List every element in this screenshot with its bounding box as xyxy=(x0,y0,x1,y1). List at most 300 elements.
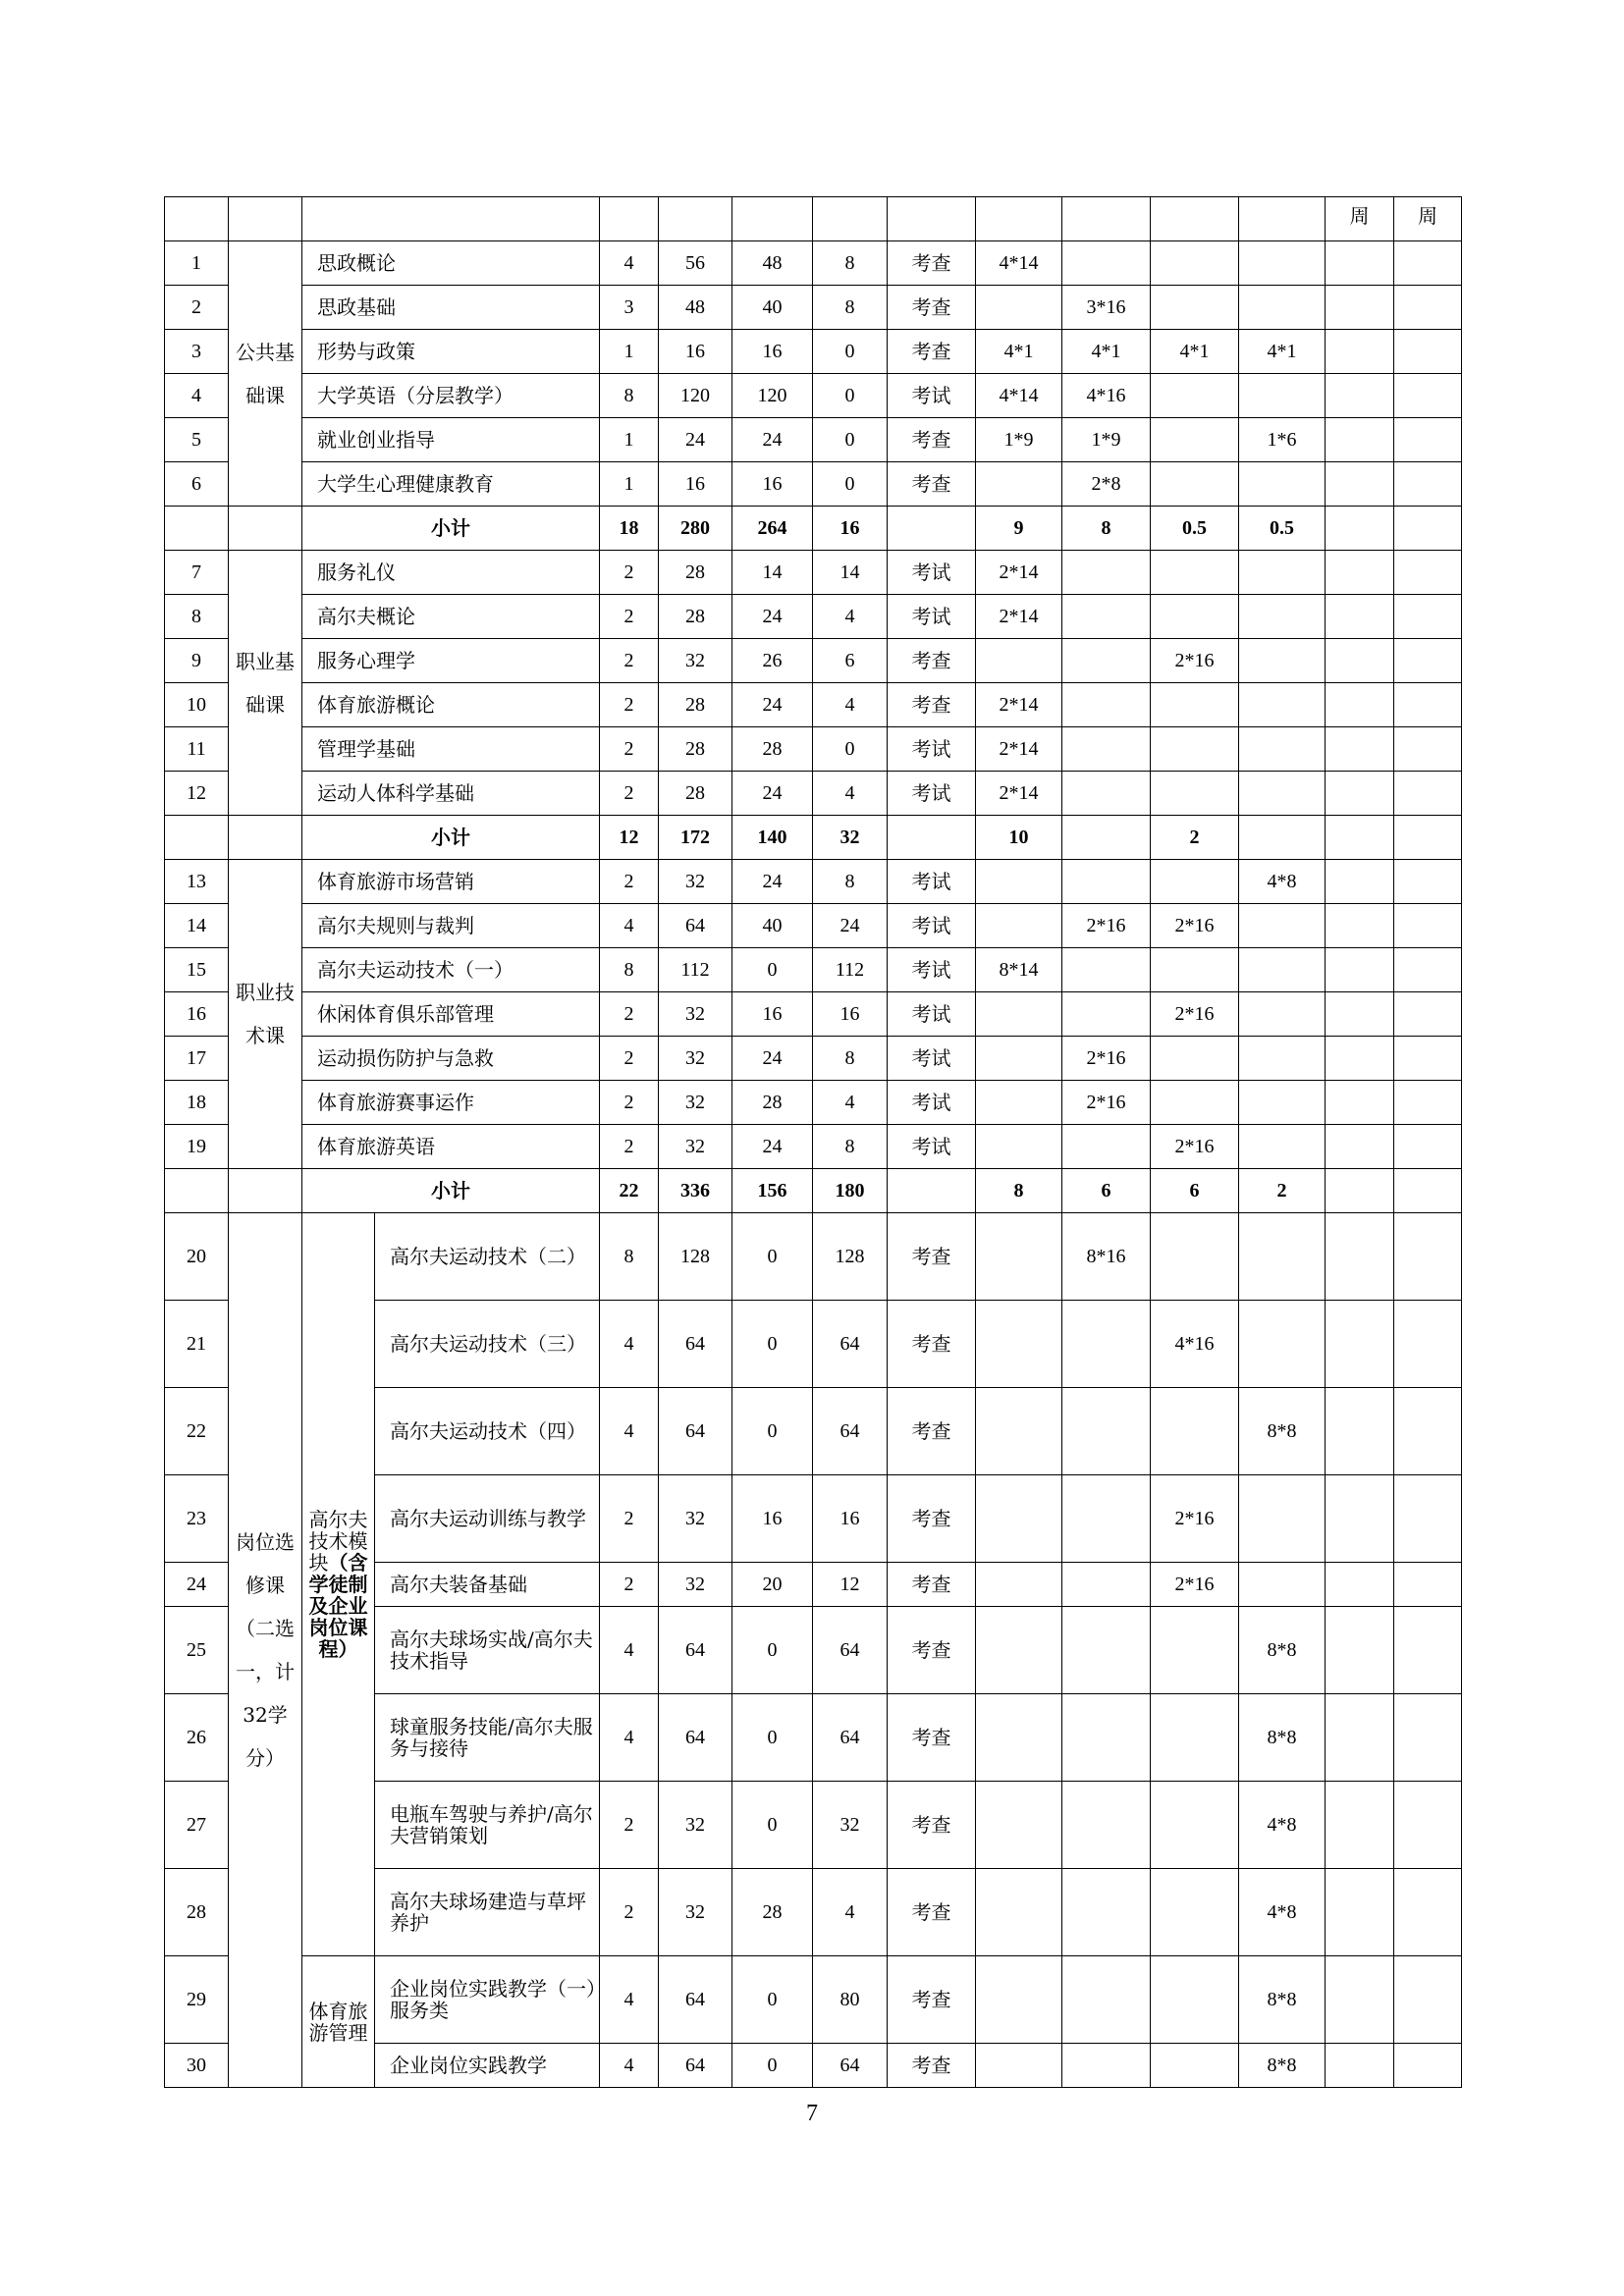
course-name: 高尔夫运动技术（四） xyxy=(375,1388,600,1475)
row-number: 6 xyxy=(165,462,229,507)
row-number: 29 xyxy=(165,1956,229,2044)
exam-type: 考试 xyxy=(888,1081,976,1125)
page-number: 7 xyxy=(806,2101,818,2126)
course-name: 高尔夫球场实战/高尔夫技术指导 xyxy=(375,1607,600,1694)
course-total: 32 xyxy=(659,1037,732,1081)
course-theory: 0 xyxy=(732,1694,813,1782)
course-total: 32 xyxy=(659,1869,732,1956)
course-total: 112 xyxy=(659,948,732,992)
module-golf-title: 高尔夫技术模块 xyxy=(308,1508,368,1575)
course-theory: 28 xyxy=(732,1869,813,1956)
semester-hours: 8*8 xyxy=(1239,1956,1326,2044)
semester-hours xyxy=(1062,772,1151,816)
course-theory: 24 xyxy=(732,772,813,816)
course-credit: 2 xyxy=(600,1475,659,1563)
semester-hours xyxy=(1151,948,1239,992)
course-total: 28 xyxy=(659,727,732,772)
semester-hours: 8*8 xyxy=(1239,1607,1326,1694)
course-practice: 12 xyxy=(813,1563,888,1607)
course-practice: 0 xyxy=(813,374,888,418)
semester-hours xyxy=(976,1694,1062,1782)
course-total: 32 xyxy=(659,1563,732,1607)
row-number: 13 xyxy=(165,860,229,904)
semester-hours xyxy=(1239,1563,1326,1607)
semester-hours xyxy=(1151,860,1239,904)
semester-hours xyxy=(1151,286,1239,330)
semester-hours xyxy=(1239,1213,1326,1301)
semester-hours xyxy=(976,1125,1062,1169)
course-total: 28 xyxy=(659,683,732,727)
subtotal-semester: 0.5 xyxy=(1151,507,1239,551)
semester-hours xyxy=(1239,1475,1326,1563)
semester-hours xyxy=(976,1563,1062,1607)
course-name: 就业创业指导 xyxy=(302,418,600,462)
exam-type: 考查 xyxy=(888,683,976,727)
course-theory: 40 xyxy=(732,286,813,330)
course-practice: 8 xyxy=(813,1037,888,1081)
exam-type: 考试 xyxy=(888,551,976,595)
course-theory: 16 xyxy=(732,330,813,374)
course-theory: 0 xyxy=(732,1213,813,1301)
course-credit: 2 xyxy=(600,992,659,1037)
course-name: 体育旅游概论 xyxy=(302,683,600,727)
course-credit: 2 xyxy=(600,1081,659,1125)
exam-type: 考查 xyxy=(888,241,976,286)
table-row xyxy=(165,1125,1462,1169)
course-total: 32 xyxy=(659,860,732,904)
row-number: 23 xyxy=(165,1475,229,1563)
course-theory: 0 xyxy=(732,1956,813,2044)
semester-hours xyxy=(1151,727,1239,772)
semester-hours xyxy=(976,1388,1062,1475)
semester-hours xyxy=(1062,1607,1151,1694)
course-credit: 8 xyxy=(600,948,659,992)
course-total: 28 xyxy=(659,595,732,639)
subtotal-label: 小计 xyxy=(302,507,600,551)
course-practice: 32 xyxy=(813,1782,888,1869)
course-total: 32 xyxy=(659,1475,732,1563)
course-name: 电瓶车驾驶与养护/高尔夫营销策划 xyxy=(375,1782,600,1869)
semester-hours: 2*16 xyxy=(1151,1563,1239,1607)
subtotal-semester xyxy=(1062,816,1151,860)
subtotal-row xyxy=(165,1169,1462,1213)
course-total: 32 xyxy=(659,1081,732,1125)
course-total: 64 xyxy=(659,904,732,948)
course-total: 28 xyxy=(659,551,732,595)
course-credit: 8 xyxy=(600,374,659,418)
semester-hours xyxy=(1151,418,1239,462)
course-practice: 4 xyxy=(813,1869,888,1956)
subtotal-credit: 18 xyxy=(600,507,659,551)
course-total: 32 xyxy=(659,1125,732,1169)
semester-hours: 4*1 xyxy=(1062,330,1151,374)
course-practice: 24 xyxy=(813,904,888,948)
semester-hours: 1*9 xyxy=(1062,418,1151,462)
course-total: 64 xyxy=(659,1956,732,2044)
semester-hours xyxy=(1239,1081,1326,1125)
course-name: 运动损伤防护与急救 xyxy=(302,1037,600,1081)
semester-hours xyxy=(1239,462,1326,507)
subtotal-semester: 2 xyxy=(1151,816,1239,860)
row-number: 14 xyxy=(165,904,229,948)
subtotal-total: 172 xyxy=(659,816,732,860)
semester-hours: 1*9 xyxy=(976,418,1062,462)
module-golf-note: （含学徒制及企业岗位课程） xyxy=(308,1551,368,1661)
semester-hours xyxy=(1239,286,1326,330)
semester-hours: 4*16 xyxy=(1151,1301,1239,1388)
course-practice: 64 xyxy=(813,1388,888,1475)
course-credit: 4 xyxy=(600,1956,659,2044)
semester-hours xyxy=(976,1475,1062,1563)
subtotal-semester: 0.5 xyxy=(1239,507,1326,551)
course-theory: 24 xyxy=(732,1037,813,1081)
course-theory: 20 xyxy=(732,1563,813,1607)
semester-hours xyxy=(1151,683,1239,727)
exam-type: 考查 xyxy=(888,418,976,462)
subtotal-semester: 10 xyxy=(976,816,1062,860)
header-row xyxy=(165,197,1462,241)
course-credit: 2 xyxy=(600,772,659,816)
exam-type: 考试 xyxy=(888,948,976,992)
table-row xyxy=(165,1956,1462,2044)
semester-hours: 8*14 xyxy=(976,948,1062,992)
semester-hours: 2*14 xyxy=(976,595,1062,639)
course-practice: 112 xyxy=(813,948,888,992)
subtotal-theory: 264 xyxy=(732,507,813,551)
semester-hours xyxy=(1151,1388,1239,1475)
table-row xyxy=(165,241,1462,286)
course-theory: 24 xyxy=(732,860,813,904)
course-practice: 8 xyxy=(813,241,888,286)
course-practice: 80 xyxy=(813,1956,888,2044)
semester-hours xyxy=(1062,683,1151,727)
subtotal-row xyxy=(165,816,1462,860)
course-practice: 8 xyxy=(813,860,888,904)
semester-hours: 4*1 xyxy=(976,330,1062,374)
table-row xyxy=(165,1081,1462,1125)
semester-hours: 4*1 xyxy=(1239,330,1326,374)
course-credit: 4 xyxy=(600,1607,659,1694)
semester-hours xyxy=(1062,948,1151,992)
course-name: 高尔夫运动技术（二） xyxy=(375,1213,600,1301)
row-number: 4 xyxy=(165,374,229,418)
semester-hours xyxy=(1151,551,1239,595)
course-credit: 2 xyxy=(600,1037,659,1081)
course-practice: 64 xyxy=(813,1301,888,1388)
course-theory: 28 xyxy=(732,727,813,772)
course-credit: 4 xyxy=(600,1301,659,1388)
subtotal-credit: 12 xyxy=(600,816,659,860)
course-practice: 4 xyxy=(813,683,888,727)
course-name: 大学生心理健康教育 xyxy=(302,462,600,507)
semester-hours xyxy=(1151,1956,1239,2044)
semester-hours xyxy=(1239,639,1326,683)
semester-hours xyxy=(1151,1694,1239,1782)
table-row xyxy=(165,1037,1462,1081)
semester-hours xyxy=(976,1782,1062,1869)
row-number: 5 xyxy=(165,418,229,462)
course-credit: 2 xyxy=(600,1125,659,1169)
semester-hours: 2*16 xyxy=(1151,1125,1239,1169)
row-number: 17 xyxy=(165,1037,229,1081)
subtotal-label: 小计 xyxy=(302,1169,600,1213)
semester-hours: 2*16 xyxy=(1151,639,1239,683)
semester-hours xyxy=(976,639,1062,683)
row-number: 15 xyxy=(165,948,229,992)
semester-hours: 1*6 xyxy=(1239,418,1326,462)
course-theory: 24 xyxy=(732,595,813,639)
course-name: 企业岗位实践教学 xyxy=(375,2044,600,2088)
course-name: 休闲体育俱乐部管理 xyxy=(302,992,600,1037)
row-number: 11 xyxy=(165,727,229,772)
semester-hours xyxy=(1151,462,1239,507)
subtotal-semester: 9 xyxy=(976,507,1062,551)
course-theory: 16 xyxy=(732,1475,813,1563)
course-practice: 64 xyxy=(813,1607,888,1694)
semester-hours: 4*14 xyxy=(976,241,1062,286)
semester-hours: 4*8 xyxy=(1239,1782,1326,1869)
semester-hours xyxy=(976,1869,1062,1956)
course-name: 形势与政策 xyxy=(302,330,600,374)
semester-hours xyxy=(1151,241,1239,286)
table-row xyxy=(165,374,1462,418)
course-total: 28 xyxy=(659,772,732,816)
semester-hours xyxy=(1062,1388,1151,1475)
row-number: 9 xyxy=(165,639,229,683)
semester-hours xyxy=(976,1037,1062,1081)
semester-hours xyxy=(1151,2044,1239,2088)
semester-hours xyxy=(976,860,1062,904)
course-credit: 8 xyxy=(600,1213,659,1301)
table-row xyxy=(165,772,1462,816)
semester-hours: 2*16 xyxy=(1151,904,1239,948)
semester-hours xyxy=(1062,860,1151,904)
semester-hours xyxy=(1062,727,1151,772)
course-name: 体育旅游英语 xyxy=(302,1125,600,1169)
semester-hours xyxy=(1062,241,1151,286)
course-practice: 0 xyxy=(813,330,888,374)
curriculum-table xyxy=(164,196,1462,2088)
exam-type: 考试 xyxy=(888,374,976,418)
semester-hours xyxy=(1151,1037,1239,1081)
subtotal-semester: 8 xyxy=(1062,507,1151,551)
row-number: 21 xyxy=(165,1301,229,1388)
course-name: 高尔夫概论 xyxy=(302,595,600,639)
course-theory: 26 xyxy=(732,639,813,683)
semester-hours: 2*14 xyxy=(976,727,1062,772)
exam-type: 考试 xyxy=(888,1125,976,1169)
row-number: 12 xyxy=(165,772,229,816)
course-theory: 0 xyxy=(732,2044,813,2088)
course-credit: 4 xyxy=(600,241,659,286)
table-row xyxy=(165,727,1462,772)
course-theory: 40 xyxy=(732,904,813,948)
row-number: 16 xyxy=(165,992,229,1037)
exam-type: 考查 xyxy=(888,1607,976,1694)
semester-hours xyxy=(976,1607,1062,1694)
semester-hours xyxy=(1062,1301,1151,1388)
course-credit: 2 xyxy=(600,595,659,639)
row-number: 26 xyxy=(165,1694,229,1782)
course-total: 16 xyxy=(659,330,732,374)
course-total: 48 xyxy=(659,286,732,330)
course-credit: 4 xyxy=(600,904,659,948)
course-practice: 4 xyxy=(813,772,888,816)
semester-hours xyxy=(1239,1125,1326,1169)
course-total: 16 xyxy=(659,462,732,507)
semester-hours: 2*14 xyxy=(976,683,1062,727)
semester-hours xyxy=(976,992,1062,1037)
course-theory: 0 xyxy=(732,1301,813,1388)
course-credit: 4 xyxy=(600,1694,659,1782)
semester-hours xyxy=(1239,992,1326,1037)
semester-hours xyxy=(1239,374,1326,418)
module-tourism-label: 体育旅游管理 xyxy=(302,1956,375,2088)
semester-hours xyxy=(1062,595,1151,639)
course-theory: 24 xyxy=(732,683,813,727)
semester-hours xyxy=(976,1301,1062,1388)
semester-hours xyxy=(1151,772,1239,816)
course-name: 服务心理学 xyxy=(302,639,600,683)
semester-hours xyxy=(1062,551,1151,595)
exam-type: 考查 xyxy=(888,286,976,330)
semester-hours: 2*16 xyxy=(1151,992,1239,1037)
exam-type: 考试 xyxy=(888,1037,976,1081)
row-number: 22 xyxy=(165,1388,229,1475)
semester-hours xyxy=(1239,683,1326,727)
semester-hours xyxy=(1062,639,1151,683)
table-row xyxy=(165,1213,1462,1301)
subtotal-theory: 140 xyxy=(732,816,813,860)
table-row xyxy=(165,330,1462,374)
course-name: 高尔夫运动训练与教学 xyxy=(375,1475,600,1563)
exam-type: 考查 xyxy=(888,1213,976,1301)
exam-type: 考试 xyxy=(888,595,976,639)
course-credit: 2 xyxy=(600,727,659,772)
semester-hours: 2*8 xyxy=(1062,462,1151,507)
course-theory: 0 xyxy=(732,1782,813,1869)
module-golf-label xyxy=(302,1213,375,1956)
course-name: 大学英语（分层教学） xyxy=(302,374,600,418)
row-number: 25 xyxy=(165,1607,229,1694)
table-row xyxy=(165,860,1462,904)
exam-type: 考查 xyxy=(888,1301,976,1388)
table-row xyxy=(165,639,1462,683)
subtotal-total: 280 xyxy=(659,507,732,551)
table-row xyxy=(165,595,1462,639)
subtotal-total: 336 xyxy=(659,1169,732,1213)
table-row xyxy=(165,683,1462,727)
row-number: 30 xyxy=(165,2044,229,2088)
semester-hours xyxy=(976,2044,1062,2088)
semester-hours: 3*16 xyxy=(1062,286,1151,330)
exam-type: 考查 xyxy=(888,1388,976,1475)
semester-hours xyxy=(1151,1213,1239,1301)
course-practice: 64 xyxy=(813,2044,888,2088)
semester-hours xyxy=(1239,904,1326,948)
exam-type: 考试 xyxy=(888,992,976,1037)
course-total: 128 xyxy=(659,1213,732,1301)
semester-hours xyxy=(1062,992,1151,1037)
course-theory: 0 xyxy=(732,1388,813,1475)
semester-hours xyxy=(1062,2044,1151,2088)
subtotal-semester: 2 xyxy=(1239,1169,1326,1213)
subtotal-semester: 6 xyxy=(1062,1169,1151,1213)
course-practice: 64 xyxy=(813,1694,888,1782)
group-label: 职业基础课 xyxy=(229,551,302,816)
semester-hours: 2*16 xyxy=(1062,1037,1151,1081)
semester-hours xyxy=(976,1956,1062,2044)
course-theory: 0 xyxy=(732,948,813,992)
exam-type: 考查 xyxy=(888,2044,976,2088)
course-name: 思政概论 xyxy=(302,241,600,286)
course-name: 高尔夫球场建造与草坪养护 xyxy=(375,1869,600,1956)
subtotal-credit: 22 xyxy=(600,1169,659,1213)
semester-hours: 8*8 xyxy=(1239,1388,1326,1475)
course-total: 32 xyxy=(659,1782,732,1869)
semester-hours xyxy=(976,462,1062,507)
semester-hours: 2*16 xyxy=(1151,1475,1239,1563)
semester-hours xyxy=(1151,1782,1239,1869)
course-credit: 2 xyxy=(600,551,659,595)
subtotal-label: 小计 xyxy=(302,816,600,860)
course-practice: 16 xyxy=(813,1475,888,1563)
semester-hours: 2*14 xyxy=(976,551,1062,595)
table-row xyxy=(165,551,1462,595)
semester-hours xyxy=(1062,1563,1151,1607)
course-credit: 2 xyxy=(600,1869,659,1956)
table-row xyxy=(165,462,1462,507)
row-number: 20 xyxy=(165,1213,229,1301)
subtotal-semester: 8 xyxy=(976,1169,1062,1213)
header-zhou-1: 周 xyxy=(1326,197,1394,241)
subtotal-theory: 156 xyxy=(732,1169,813,1213)
semester-hours xyxy=(1151,595,1239,639)
semester-hours xyxy=(1062,1956,1151,2044)
group-label: 岗位选修课（二选一，计32学分） xyxy=(229,1213,302,2088)
semester-hours xyxy=(1151,1081,1239,1125)
course-theory: 120 xyxy=(732,374,813,418)
semester-hours: 2*16 xyxy=(1062,904,1151,948)
course-total: 56 xyxy=(659,241,732,286)
course-credit: 2 xyxy=(600,639,659,683)
semester-hours xyxy=(976,1081,1062,1125)
semester-hours: 8*8 xyxy=(1239,2044,1326,2088)
semester-hours xyxy=(976,1213,1062,1301)
semester-hours: 4*14 xyxy=(976,374,1062,418)
course-name: 企业岗位实践教学（一）服务类 xyxy=(375,1956,600,2044)
course-total: 64 xyxy=(659,1388,732,1475)
course-credit: 1 xyxy=(600,418,659,462)
subtotal-semester xyxy=(1239,816,1326,860)
course-practice: 0 xyxy=(813,418,888,462)
course-name: 球童服务技能/高尔夫服务与接待 xyxy=(375,1694,600,1782)
subtotal-semester: 6 xyxy=(1151,1169,1239,1213)
course-credit: 2 xyxy=(600,1782,659,1869)
semester-hours xyxy=(1062,1869,1151,1956)
semester-hours: 2*16 xyxy=(1062,1081,1151,1125)
exam-type: 考查 xyxy=(888,462,976,507)
semester-hours xyxy=(1151,374,1239,418)
course-theory: 24 xyxy=(732,418,813,462)
course-theory: 48 xyxy=(732,241,813,286)
course-credit: 4 xyxy=(600,1388,659,1475)
exam-type: 考试 xyxy=(888,904,976,948)
table-row xyxy=(165,904,1462,948)
course-name: 体育旅游赛事运作 xyxy=(302,1081,600,1125)
course-total: 32 xyxy=(659,639,732,683)
course-theory: 0 xyxy=(732,1607,813,1694)
